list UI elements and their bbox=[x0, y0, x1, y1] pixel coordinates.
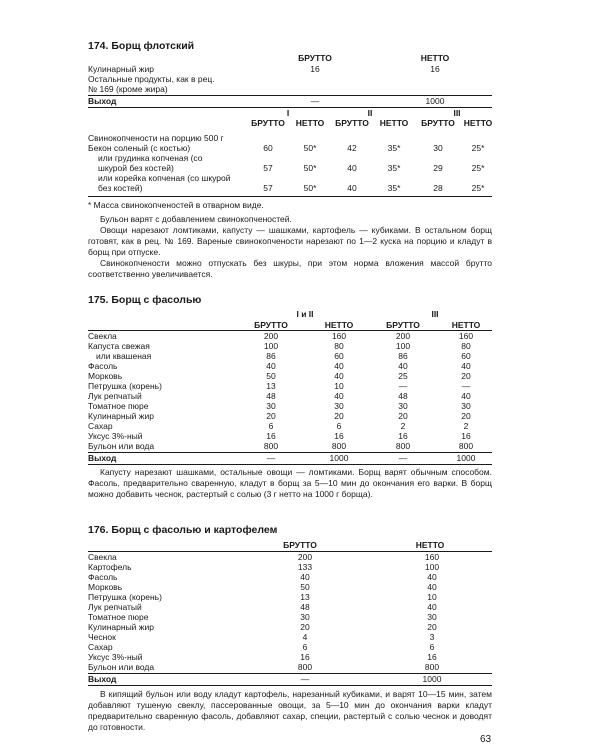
ingredient-name: Чеснок bbox=[88, 632, 116, 642]
value-cell: 133 bbox=[297, 562, 313, 572]
value-cell: 60 bbox=[461, 351, 471, 361]
table-rule bbox=[88, 464, 492, 465]
value-cell: 13 bbox=[266, 381, 276, 391]
netto-header: НЕТТО bbox=[324, 320, 354, 330]
ingredient-name: Кулинарный жир bbox=[88, 411, 154, 421]
column-group-label: I bbox=[286, 108, 290, 118]
ingredient-name: Бульон или вода bbox=[88, 662, 155, 672]
value-cell: 16 bbox=[266, 431, 276, 441]
value-cell: 60 bbox=[263, 143, 273, 153]
yield-label: Выход bbox=[88, 96, 117, 106]
ingredient-name: Кулинарный жир bbox=[88, 622, 154, 632]
value-cell: 40 bbox=[427, 602, 437, 612]
table-rule bbox=[88, 685, 492, 686]
paragraph: Бульон варят с добавлением свинокопченостей. bbox=[100, 214, 292, 224]
value-cell: 25* bbox=[471, 143, 485, 153]
brutto-header: БРУТТО bbox=[335, 118, 369, 128]
value-cell: 16 bbox=[398, 431, 408, 441]
table-rule bbox=[88, 196, 492, 197]
value-cell: 20 bbox=[427, 622, 437, 632]
yield-label: Выход bbox=[88, 674, 117, 684]
ingredient-name: Капуста свежая bbox=[88, 341, 150, 351]
ingredient-name: Морковь bbox=[88, 371, 123, 381]
ingredient-name: Петрушка (корень) bbox=[88, 592, 162, 602]
netto-header: НЕТТО bbox=[295, 118, 325, 128]
value-cell: 20 bbox=[300, 622, 310, 632]
yield-value: — bbox=[300, 674, 310, 684]
note-line: Остальные продукты, как в рец. bbox=[88, 74, 215, 84]
value-cell: 40 bbox=[334, 391, 344, 401]
recipe-175-title: 175. Борщ с фасолью bbox=[88, 294, 202, 306]
value-cell: 50* bbox=[303, 143, 317, 153]
value-cell: 200 bbox=[395, 331, 411, 341]
value-cell: 48 bbox=[300, 602, 310, 612]
yield-value: 1000 bbox=[422, 674, 442, 684]
value-cell: 20 bbox=[461, 371, 471, 381]
value-cell: 40 bbox=[427, 572, 437, 582]
ingredient-name: Картофель bbox=[88, 562, 132, 572]
netto-value: 16 bbox=[430, 64, 440, 74]
value-cell: 4 bbox=[302, 632, 308, 642]
value-cell: 80 bbox=[334, 341, 344, 351]
ingredient-name: Бекон соленый (с костью) bbox=[88, 143, 191, 153]
value-cell: 100 bbox=[395, 341, 411, 351]
value-cell: 6 bbox=[336, 421, 342, 431]
value-cell: 57 bbox=[263, 163, 273, 173]
value-cell: 16 bbox=[334, 431, 344, 441]
value-cell: 40 bbox=[300, 572, 310, 582]
value-cell: 30 bbox=[266, 401, 276, 411]
value-cell: 20 bbox=[334, 411, 344, 421]
ingredient-name: Сахар bbox=[88, 421, 113, 431]
value-cell: 30 bbox=[427, 612, 437, 622]
value-cell: 48 bbox=[398, 391, 408, 401]
value-cell: 35* bbox=[387, 183, 401, 193]
ingredient-name: Бульон или вода bbox=[88, 441, 155, 451]
brutto-header: БРУТТО bbox=[254, 320, 288, 330]
netto-header: НЕТТО bbox=[463, 118, 493, 128]
value-cell: 30 bbox=[300, 612, 310, 622]
ingredient-name: Уксус 3%-ный bbox=[88, 431, 143, 441]
ingredient-name: Томатное пюре bbox=[88, 401, 149, 411]
value-cell: 50* bbox=[303, 183, 317, 193]
ingredient-name: или корейка копченая (со шкурой bbox=[98, 173, 231, 183]
value-cell: 13 bbox=[300, 592, 310, 602]
yield-brutto: — bbox=[310, 96, 320, 106]
value-cell: 10 bbox=[334, 381, 344, 391]
ingredient-name: Свекла bbox=[88, 552, 117, 562]
ingredient-name: Томатное пюре bbox=[88, 612, 149, 622]
value-cell: 40 bbox=[334, 371, 344, 381]
brutto-header: БРУТТО bbox=[251, 118, 285, 128]
value-cell: 25* bbox=[471, 183, 485, 193]
ingredient-name: Кулинарный жир bbox=[88, 64, 154, 74]
paragraph: В кипящий бульон или воду кладут картофель, нарезанный кубиками, и варят 10—15 мин, затем добавляют тушеную свеклу, пассерованные овощи, за 5—10 мин до окончания варки кладут предварительно сваренную фасоль, добавляют сахар, специи, растертый с солью чеснок и доводят до готовности. bbox=[88, 689, 492, 732]
value-cell: 57 bbox=[263, 183, 273, 193]
value-cell: 35* bbox=[387, 143, 401, 153]
value-cell: 10 bbox=[427, 592, 437, 602]
value-cell: 800 bbox=[458, 441, 474, 451]
value-cell: 20 bbox=[266, 411, 276, 421]
yield-value: 1000 bbox=[329, 453, 349, 463]
value-cell: 2 bbox=[463, 421, 469, 431]
value-cell: 6 bbox=[268, 421, 274, 431]
ingredient-name: Лук репчатый bbox=[88, 391, 142, 401]
value-cell: 30 bbox=[334, 401, 344, 411]
netto-header: НЕТТО bbox=[379, 118, 409, 128]
ingredient-name: Фасоль bbox=[88, 572, 118, 582]
yield-value: — bbox=[266, 453, 276, 463]
value-cell: 200 bbox=[297, 552, 313, 562]
ingredient-name: Фасоль bbox=[88, 361, 118, 371]
value-cell: 40 bbox=[427, 582, 437, 592]
value-cell: 2 bbox=[400, 421, 406, 431]
paragraph: Овощи нарезают ломтиками, капусту — шашками, картофель — кубиками. В остальном борщ готовят, как в рец. № 169. Вареные свинокопчености нарезают по 1—2 куска на порцию и кладут в борщ при отпуске. bbox=[88, 225, 492, 257]
ingredient-name: шкурой без костей) bbox=[98, 163, 174, 173]
value-cell: — bbox=[461, 381, 471, 391]
page-number: 63 bbox=[480, 734, 492, 745]
value-cell: 40 bbox=[461, 361, 471, 371]
yield-value: 1000 bbox=[456, 453, 476, 463]
paragraph: Свинокопчености можно отпускать без шкуры, при этом норма вложения массой брутто соответственно увеличивается. bbox=[88, 258, 492, 279]
value-cell: 800 bbox=[263, 441, 279, 451]
value-cell: 30 bbox=[433, 143, 443, 153]
value-cell: 25 bbox=[398, 371, 408, 381]
value-cell: 160 bbox=[424, 552, 440, 562]
value-cell: 160 bbox=[458, 331, 474, 341]
value-cell: 50 bbox=[300, 582, 310, 592]
value-cell: 6 bbox=[302, 642, 308, 652]
value-cell: 30 bbox=[398, 401, 408, 411]
value-cell: 20 bbox=[398, 411, 408, 421]
netto-header: НЕТТО bbox=[420, 53, 450, 63]
ingredient-name: Петрушка (корень) bbox=[88, 381, 162, 391]
value-cell: 16 bbox=[300, 652, 310, 662]
value-cell: 800 bbox=[395, 441, 411, 451]
value-cell: 86 bbox=[398, 351, 408, 361]
value-cell: 35* bbox=[387, 163, 401, 173]
value-cell: 40 bbox=[347, 163, 357, 173]
value-cell: 800 bbox=[331, 441, 347, 451]
value-cell: 86 bbox=[266, 351, 276, 361]
value-cell: 48 bbox=[266, 391, 276, 401]
value-cell: 16 bbox=[461, 431, 471, 441]
column-group-label: II bbox=[367, 108, 373, 118]
value-cell: — bbox=[398, 381, 408, 391]
value-cell: 6 bbox=[429, 642, 435, 652]
recipe-176-title: 176. Борщ с фасолью и картофелем bbox=[88, 524, 278, 536]
ingredient-name: или квашеная bbox=[96, 351, 152, 361]
value-cell: 28 bbox=[433, 183, 443, 193]
value-cell: 800 bbox=[297, 662, 313, 672]
value-cell: 20 bbox=[461, 411, 471, 421]
value-cell: 29 bbox=[433, 163, 443, 173]
value-cell: 800 bbox=[424, 662, 440, 672]
value-cell: 50 bbox=[266, 371, 276, 381]
ingredient-name: Лук репчатый bbox=[88, 602, 142, 612]
value-cell: 42 bbox=[347, 143, 357, 153]
value-cell: 30 bbox=[461, 401, 471, 411]
recipe-174-title: 174. Борщ флотский bbox=[88, 40, 195, 52]
value-cell: 40 bbox=[266, 361, 276, 371]
value-cell: 80 bbox=[461, 341, 471, 351]
column-group-label: I и II bbox=[296, 309, 314, 319]
footnote: * Масса свинокопченостей в отварном виде. bbox=[88, 200, 264, 210]
brutto-header: БРУТТО bbox=[421, 118, 455, 128]
value-cell: 40 bbox=[347, 183, 357, 193]
yield-value: — bbox=[398, 453, 408, 463]
ingredient-name: без костей) bbox=[98, 183, 143, 193]
note-line: № 169 (кроме жира) bbox=[88, 84, 168, 94]
column-group-label: III bbox=[431, 309, 439, 319]
ingredient-name: Морковь bbox=[88, 582, 123, 592]
value-cell: 40 bbox=[334, 361, 344, 371]
ingredient-name: Свинокопчености на порцию 500 г bbox=[88, 133, 224, 143]
value-cell: 100 bbox=[263, 341, 279, 351]
brutto-value: 16 bbox=[310, 64, 320, 74]
ingredient-name: Сахар bbox=[88, 642, 113, 652]
value-cell: 160 bbox=[331, 331, 347, 341]
value-cell: 40 bbox=[461, 391, 471, 401]
value-cell: 200 bbox=[263, 331, 279, 341]
value-cell: 100 bbox=[424, 562, 440, 572]
ingredient-name: Уксус 3%-ный bbox=[88, 652, 143, 662]
netto-header: НЕТТО bbox=[415, 540, 445, 550]
value-cell: 16 bbox=[427, 652, 437, 662]
value-cell: 60 bbox=[334, 351, 344, 361]
column-group-label: III bbox=[453, 108, 461, 118]
value-cell: 50* bbox=[303, 163, 317, 173]
value-cell: 25* bbox=[471, 163, 485, 173]
yield-label: Выход bbox=[88, 453, 117, 463]
brutto-header: БРУТТО bbox=[283, 540, 317, 550]
value-cell: 40 bbox=[398, 361, 408, 371]
ingredient-name: или грудинка копченая (со bbox=[98, 153, 203, 163]
netto-header: НЕТТО bbox=[451, 320, 481, 330]
brutto-header: БРУТТО bbox=[386, 320, 420, 330]
value-cell: 3 bbox=[429, 632, 435, 642]
brutto-header: БРУТТО bbox=[298, 53, 332, 63]
paragraph: Капусту нарезают шашками, остальные овощи — ломтиками. Борщ варят обычным способом. Фасоль, предварительно сваренную, кладут в борщ за 5—10 мин до окончания его варки. В борщ можно добавить чеснок, растертый с солью (3 г нетто на 1000 г борща). bbox=[88, 467, 492, 499]
yield-netto: 1000 bbox=[425, 96, 445, 106]
ingredient-name: Свекла bbox=[88, 331, 117, 341]
